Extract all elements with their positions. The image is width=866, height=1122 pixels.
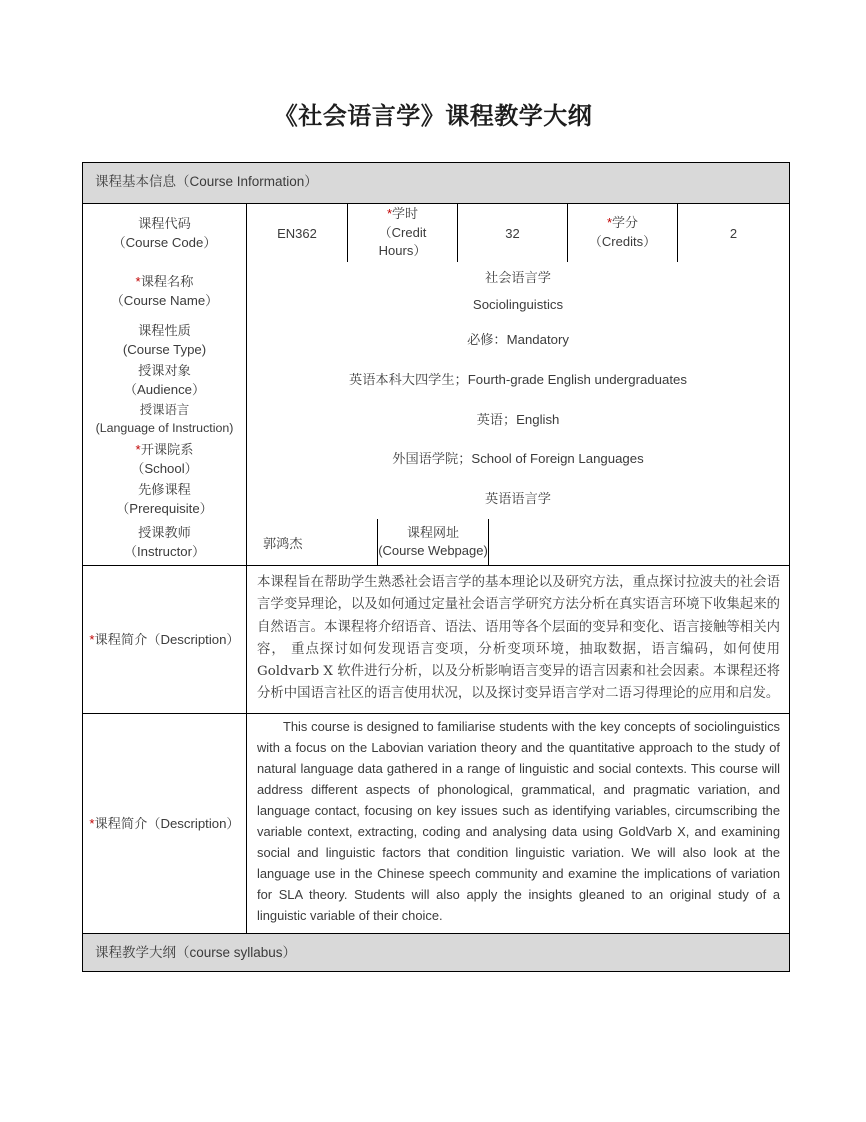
label-prerequisite-cn: 先修课程 bbox=[138, 481, 191, 497]
label-school-en: （School） bbox=[131, 461, 198, 476]
label-credit-hours-en-2: Hours） bbox=[378, 243, 427, 259]
course-information-table bbox=[82, 162, 790, 972]
table-row-description-en bbox=[83, 713, 789, 933]
required-asterisk-description-cn: * bbox=[89, 631, 95, 647]
value-audience: 英语本科大四学生；Fourth-grade English undergraduates bbox=[349, 372, 687, 388]
table-row-audience bbox=[83, 360, 789, 400]
label-audience bbox=[83, 360, 247, 400]
label-audience-en: （Audience） bbox=[123, 382, 206, 397]
value-instructor: 郭鸿杰 bbox=[247, 519, 378, 565]
label-language-of-instruction-cn: 授课语言 bbox=[139, 402, 190, 417]
table-row-course-type bbox=[83, 320, 789, 360]
label-course-webpage-cn: 课程网址 bbox=[406, 524, 459, 540]
label-instructor-en: （Instructor） bbox=[123, 544, 206, 559]
label-description-en-text: 课程简介 bbox=[94, 815, 148, 831]
label-credits-en: （Credits） bbox=[588, 234, 657, 249]
value-course-name bbox=[247, 262, 789, 320]
label-prerequisite-en: （Prerequisite） bbox=[116, 501, 213, 516]
value-course-code: EN362 bbox=[247, 204, 348, 262]
section-footer-course-syllabus: 课程教学大纲（course syllabus） bbox=[83, 933, 789, 971]
label-course-name bbox=[83, 262, 247, 320]
label-credit-hours-en-1: （Credit bbox=[378, 224, 427, 240]
label-credits-cn: 学分 bbox=[612, 215, 639, 231]
label-course-name-cn: *课程名称 bbox=[135, 273, 194, 289]
value-course-webpage bbox=[489, 519, 789, 565]
label-description-en-en: （Description） bbox=[147, 815, 240, 831]
label-credit-hours bbox=[348, 204, 458, 262]
value-description-cn: 本课程旨在帮助学生熟悉社会语言学的基本理论以及研究方法，重点探讨拉波夫的社会语言学变异理论，以及如何通过定量社会语言学研究方法分析在真实语言环境下收集起来的自然语言。本课程将介绍语音、语法、语用等各个层面的变异和变化、语言接触等相关内容， 重点探讨如何发现语言变项，分析变项环境，抽取数据，语言编码，如何使用Goldvarb X 软件进行分析，以及分析影响语言变异的语言因素和社会因素。本课程还将分析中国语言社区的语言使用状况，以及探讨变异语言学对二语习得理论的应用和启发。 bbox=[257, 575, 780, 702]
value-school: 外国语学院；School of Foreign Languages bbox=[392, 451, 644, 467]
label-course-type-en: (Course Type) bbox=[122, 342, 207, 357]
label-credits bbox=[568, 204, 678, 262]
value-credits: 2 bbox=[729, 225, 738, 241]
label-course-type bbox=[83, 320, 247, 360]
label-description-cn-en: （Description） bbox=[147, 631, 240, 647]
value-prerequisite: 英语语言学 bbox=[485, 491, 551, 507]
label-school bbox=[83, 439, 247, 479]
value-credit-hours: 32 bbox=[458, 204, 568, 262]
label-language-of-instruction-en: (Language of Instruction) bbox=[95, 420, 234, 435]
table-row-course-name bbox=[83, 262, 789, 320]
label-instructor bbox=[83, 519, 247, 565]
value-language-of-instruction: 英语；English bbox=[476, 411, 560, 427]
label-language-of-instruction bbox=[83, 400, 247, 439]
label-description-cn-text: 课程简介 bbox=[94, 631, 148, 647]
table-row-course-code bbox=[83, 204, 789, 262]
required-asterisk-school: * bbox=[135, 441, 141, 457]
label-school-cn: *开课院系 bbox=[135, 441, 194, 457]
label-course-code bbox=[83, 204, 247, 262]
label-course-webpage-en: (Course Webpage) bbox=[378, 543, 488, 558]
label-audience-cn: 授课对象 bbox=[138, 362, 191, 378]
label-instructor-cn: 授课教师 bbox=[138, 524, 191, 540]
value-description-en: This course is designed to familiarise students with the key concepts of sociolinguistics with a focus on the Labovian variation theory and the quantitative approach to the study of natural language data gathered in a range of linguistic and social contexts. This course will address different aspects of phonological, grammatical, and pragmatic variation, and language contact, focusing on key issues such as identifying variables, circumscribing the variable context, extracting, coding and analysing data using GoldVarb X, and examining social and linguistic factors that condition linguistic variation. We will also look at the language use in the Chinese speech community and examine the implications of variation for SLA theory. Students will also apply the insights gleaned to an original study of a linguistic variable of their choice. bbox=[257, 718, 780, 923]
table-row-language-of-instruction bbox=[83, 400, 789, 439]
value-course-type: 必修：Mandatory bbox=[467, 332, 569, 348]
label-description-en bbox=[83, 714, 247, 933]
label-course-name-en: （Course Name） bbox=[110, 293, 219, 308]
page-title: 《社会语言学》课程教学大纲 bbox=[273, 101, 593, 130]
label-course-code-en: （Course Code） bbox=[112, 235, 217, 250]
label-course-type-cn: 课程性质 bbox=[138, 322, 191, 338]
label-prerequisite bbox=[83, 479, 247, 519]
course-info-body bbox=[83, 203, 789, 565]
value-course-name-cn: 社会语言学 bbox=[485, 269, 551, 285]
table-row-description-cn bbox=[83, 565, 789, 713]
table-row-school bbox=[83, 439, 789, 479]
required-asterisk-course-name: * bbox=[135, 273, 141, 289]
label-description-cn bbox=[83, 566, 247, 713]
required-asterisk-credits: * bbox=[606, 215, 613, 231]
label-course-webpage bbox=[378, 519, 489, 565]
label-credit-hours-cn: 学时 bbox=[392, 205, 419, 221]
instructor-value-group bbox=[247, 519, 789, 565]
required-asterisk-credit-hours: * bbox=[386, 205, 393, 221]
table-row-prerequisite bbox=[83, 479, 789, 519]
required-asterisk-description-en: * bbox=[89, 815, 95, 831]
value-course-name-en: Sociolinguistics bbox=[472, 296, 564, 312]
label-course-code-cn: 课程代码 bbox=[138, 215, 191, 231]
section-header-course-information: 课程基本信息（Course Information） bbox=[83, 163, 789, 203]
table-row-instructor bbox=[83, 519, 789, 565]
